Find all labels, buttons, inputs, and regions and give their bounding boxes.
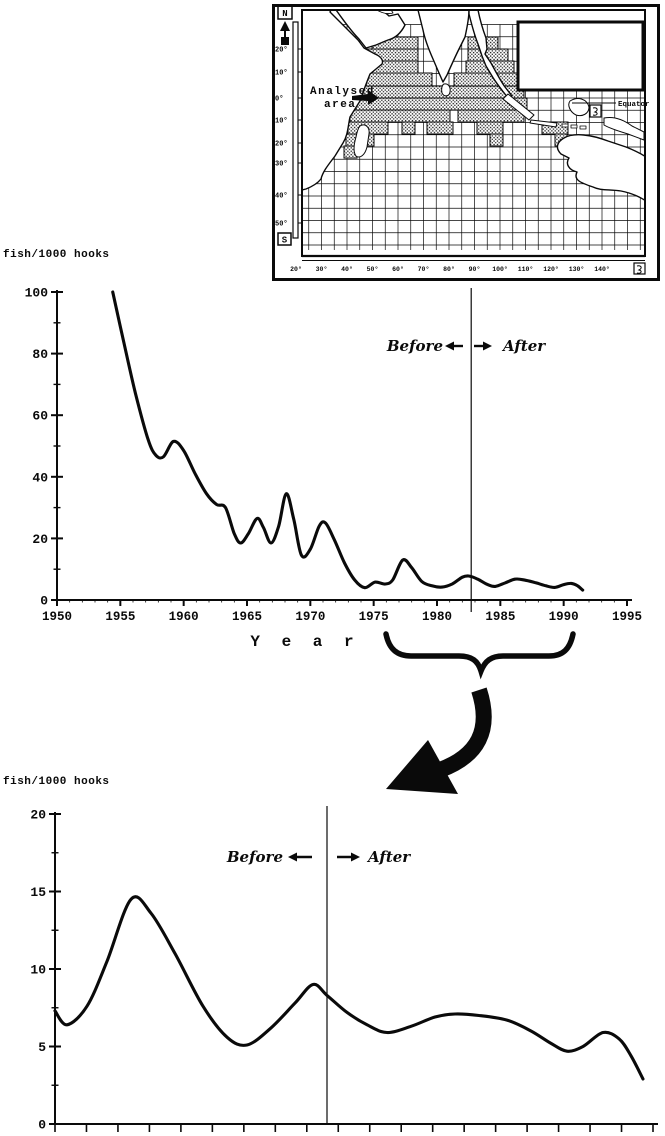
lon-label: 140° xyxy=(594,266,610,273)
y-tick-label: 5 xyxy=(38,1040,46,1055)
sunda-island xyxy=(571,125,577,128)
lon-label: 40° xyxy=(341,266,353,273)
cpue-curve xyxy=(55,897,643,1079)
x-tick-label: 1965 xyxy=(231,610,263,624)
lon-label: 60° xyxy=(392,266,404,273)
x-tick-label: 1950 xyxy=(41,610,73,624)
y-tick-label: 40 xyxy=(32,470,48,486)
top-after-label: After xyxy=(503,337,546,355)
lon-label: 70° xyxy=(417,266,430,273)
lat-label: 20° xyxy=(275,46,288,55)
lat-label: 0° xyxy=(275,95,284,104)
y-tick-label: 20 xyxy=(32,531,48,547)
y-tick-label: 100 xyxy=(24,285,48,301)
sunda-island xyxy=(580,126,586,129)
lat-label: 30° xyxy=(275,160,288,169)
y-tick-label: 60 xyxy=(32,408,48,424)
north-label: N xyxy=(282,9,288,19)
x-tick-label: 1975 xyxy=(358,610,389,624)
bottom-after-label: After xyxy=(368,848,411,866)
y-tick-label: 20 xyxy=(30,807,46,823)
legend-inset-box xyxy=(518,22,643,90)
lon-label: 20° xyxy=(290,266,302,273)
analysed-area-cell xyxy=(454,73,518,86)
analysed-area-cell xyxy=(402,122,415,134)
x-tick-label: 1990 xyxy=(548,610,579,624)
zoom-arrow-body xyxy=(440,690,484,770)
x-tick-label: 1985 xyxy=(485,610,516,624)
lon-label: 100° xyxy=(492,266,508,273)
analysed-area-cell xyxy=(350,110,450,122)
lat-label: 40° xyxy=(275,192,288,201)
before-arrow-head xyxy=(288,853,297,862)
analysed-area-label-line1: Analysed xyxy=(310,86,375,98)
y-tick-label: 15 xyxy=(30,885,46,900)
analysed-area-cell xyxy=(352,98,527,110)
before-arrow-head xyxy=(445,342,454,351)
lat-label: 10° xyxy=(275,69,288,78)
x-tick-label: 1955 xyxy=(105,610,136,624)
map-inset xyxy=(272,4,660,282)
x-tick-label: 1980 xyxy=(421,610,453,624)
analysed-area-cell xyxy=(477,122,503,134)
top-chart xyxy=(0,245,665,635)
lon-label: 30° xyxy=(315,266,328,273)
y-tick-label: 10 xyxy=(30,962,46,978)
new-guinea-arc xyxy=(604,117,644,140)
borneo-island xyxy=(569,99,589,116)
analysed-area-cell xyxy=(427,122,453,134)
bottom-before-label: Before xyxy=(226,848,283,866)
sri-lanka-island xyxy=(442,84,451,96)
lon-label: 80° xyxy=(443,266,455,273)
y-tick-label: 0 xyxy=(38,1117,46,1133)
lat-label: 10° xyxy=(275,117,288,126)
lon-label: 120° xyxy=(543,266,559,273)
lon-label: 110° xyxy=(517,266,534,273)
analysed-area-cell xyxy=(458,110,524,122)
after-arrow-head xyxy=(351,853,360,862)
top-chart-y-axis-title: fish/1000 hooks xyxy=(3,249,110,261)
y-tick-label: 80 xyxy=(32,347,48,363)
analysed-area-cell xyxy=(490,134,503,146)
lat-label: 20° xyxy=(275,140,288,149)
x-tick-label: 1960 xyxy=(168,610,199,624)
y-tick-label: 0 xyxy=(40,593,48,609)
latitude-scale-bar xyxy=(293,22,298,238)
equator-label: Equator xyxy=(618,101,650,109)
india-landmass xyxy=(418,10,469,82)
analysed-area-cell xyxy=(354,86,524,98)
bottom-chart-y-axis-title: fish/1000 hooks xyxy=(3,776,110,788)
bottom-chart xyxy=(0,770,665,1136)
map-content xyxy=(302,4,646,250)
sunda-island xyxy=(562,124,568,127)
lon-label: 50° xyxy=(366,266,379,273)
north-arrow-icon xyxy=(280,21,290,31)
x-tick-label: 1995 xyxy=(611,610,643,624)
lon-label: 130° xyxy=(568,266,585,273)
x-tick-label: 1970 xyxy=(295,610,326,624)
lat-label: 50° xyxy=(275,220,288,229)
top-chart-x-axis-title: Y e a r xyxy=(250,633,360,651)
lon-label: 90° xyxy=(468,266,481,273)
top-before-label: Before xyxy=(386,337,443,355)
analysed-area-label-line2: area xyxy=(324,99,357,111)
after-arrow-head xyxy=(483,342,492,351)
north-arrow-base xyxy=(281,37,289,45)
south-label: S xyxy=(281,235,288,246)
